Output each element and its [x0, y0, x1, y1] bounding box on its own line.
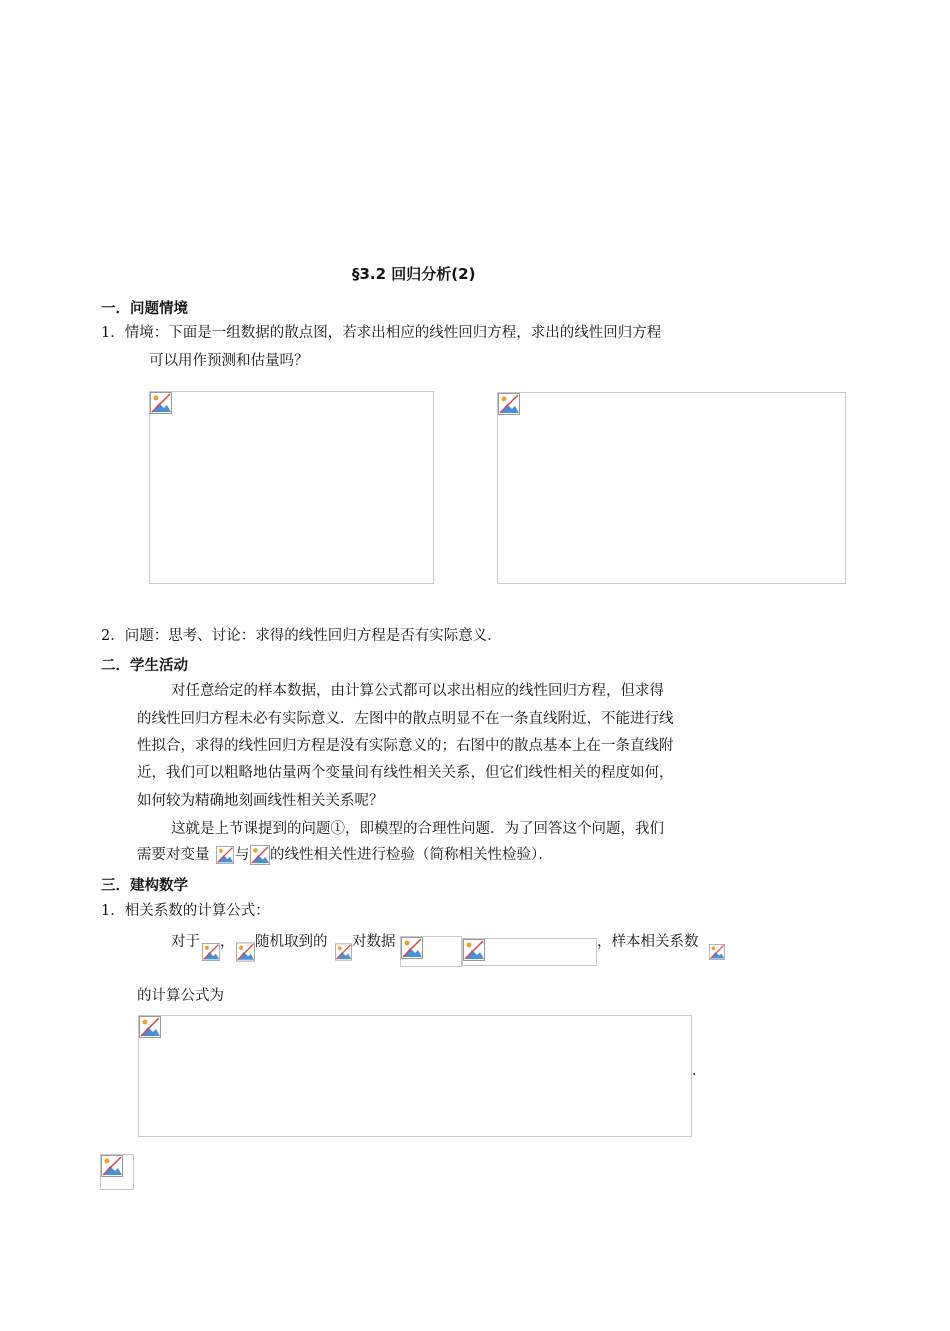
math-image	[202, 942, 220, 962]
variable-x-image	[216, 845, 234, 865]
section-heading-1: 一．问题情境	[101, 301, 188, 317]
activity-paragraph-line: 的线性回归方程未必有实际意义．左图中的散点明显不在一条直线附近，不能进行线	[137, 711, 674, 727]
page-title: §3.2 回归分析(2)	[352, 265, 476, 283]
variable-y-image	[250, 845, 270, 865]
broken-image-icon	[498, 393, 520, 415]
activity-paragraph-line: 的线性相关性进行检验（简称相关性检验）．	[270, 847, 553, 863]
section-heading-2: 二．学生活动	[101, 658, 188, 674]
math-image	[709, 942, 725, 962]
right-scatter-plot-image	[497, 392, 846, 584]
activity-paragraph-line: 与	[235, 847, 250, 863]
question-2: 2．问题：思考、讨论：求得的线性回归方程是否有实际意义．	[101, 628, 502, 644]
activity-paragraph-line: 近，我们可以粗略地估量两个变量间有线性相关关系，但它们线性相关的程度如何，	[137, 765, 674, 781]
trailing-image	[100, 1154, 134, 1190]
formula-text: 的计算公式为	[137, 988, 224, 1004]
formula-text: ，	[220, 934, 235, 950]
activity-paragraph-line: 这就是上节课提到的问题①，即模型的合理性问题．为了回答这个问题，我们	[171, 821, 664, 837]
data-pairs-image-1	[400, 936, 462, 967]
section-heading-3: 三．建构数学	[101, 878, 188, 894]
question-1-line-1: 1．情境：下面是一组数据的散点图，若求出相应的线性回归方程，求出的线性回归方程	[101, 325, 662, 341]
math-image	[236, 942, 255, 962]
formula-period: ．	[692, 1063, 707, 1079]
formula-text: 对数据	[352, 934, 396, 950]
left-scatter-plot-image	[149, 391, 434, 584]
broken-image-icon	[101, 1155, 123, 1177]
broken-image-icon	[150, 392, 172, 414]
data-pairs-image-2	[462, 938, 597, 966]
activity-paragraph-line: 需要对变量	[137, 847, 210, 863]
broken-image-icon	[139, 1016, 161, 1038]
formula-item-label: 1．相关系数的计算公式：	[101, 903, 270, 919]
formula-text: 随机取到的	[255, 934, 328, 950]
activity-paragraph-line: 对任意给定的样本数据，由计算公式都可以求出相应的线性回归方程，但求得	[171, 683, 664, 699]
question-1-line-2: 可以用作预测和估量吗？	[149, 353, 309, 369]
math-image	[335, 942, 352, 962]
broken-image-icon	[401, 937, 423, 959]
formula-text: ，样本相关系数	[597, 934, 699, 950]
formula-text: 对于	[171, 934, 200, 950]
activity-paragraph-line: 性拟合，求得的线性回归方程是没有实际意义的；右图中的散点基本上在一条直线附	[137, 738, 674, 754]
correlation-formula-image	[138, 1015, 692, 1137]
broken-image-icon	[463, 939, 485, 961]
activity-paragraph-line: 如何较为精确地刻画线性相关关系呢？	[137, 793, 384, 809]
